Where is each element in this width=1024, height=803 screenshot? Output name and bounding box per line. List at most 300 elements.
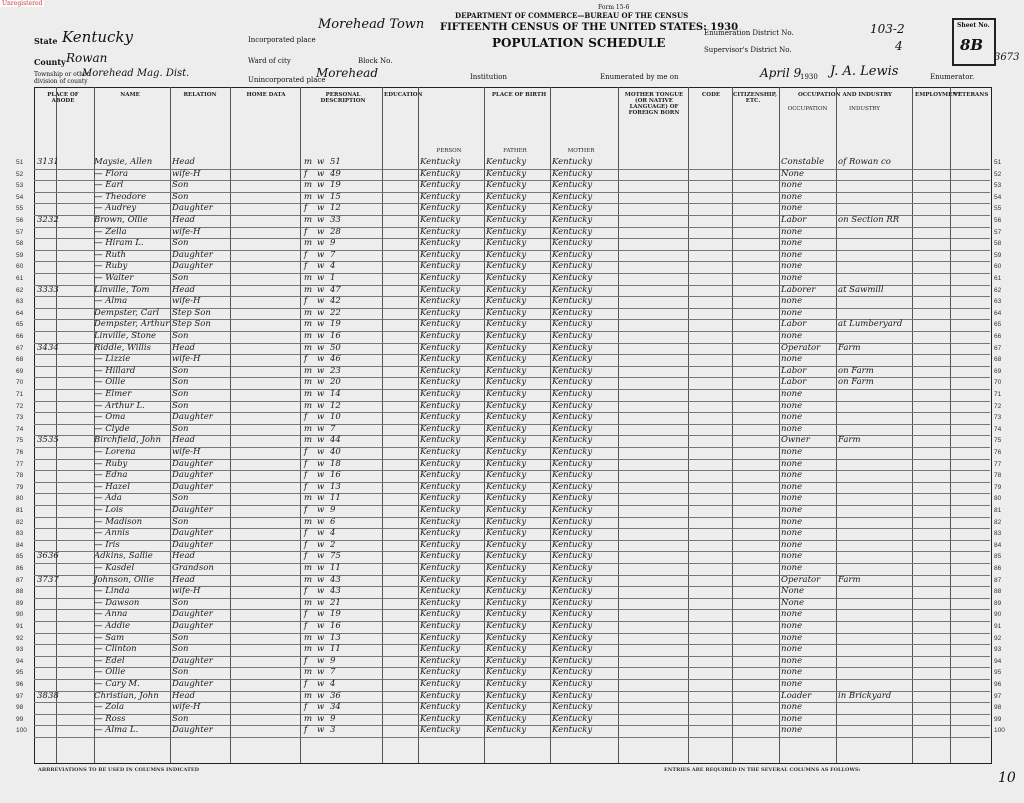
cell-rel: Son xyxy=(172,597,189,608)
cell-race: w xyxy=(317,667,325,678)
cell-birth: Kentucky xyxy=(420,435,461,446)
cell-ind xyxy=(838,679,908,691)
col-mother-tongue: MOTHER TONGUE (OR NATIVE LANGUAGE) OF FOREIGN BORN xyxy=(624,92,684,116)
cell-occ: none xyxy=(781,551,803,562)
cell-fam: 37 xyxy=(48,574,59,585)
line-number-right: 53 xyxy=(994,182,1002,190)
cell-birth: Kentucky xyxy=(420,725,461,736)
cell-rel: Son xyxy=(172,191,189,202)
cell-ind xyxy=(838,609,908,621)
line-number: 96 xyxy=(16,681,24,688)
line-number-right: 81 xyxy=(994,507,1002,514)
cell-rel: Daughter xyxy=(172,261,213,272)
cell-sex: f xyxy=(304,470,308,481)
cell-father: Kentucky xyxy=(486,713,527,724)
cell-ind xyxy=(838,331,908,343)
line-number: 67 xyxy=(16,344,24,352)
cell-fam xyxy=(48,621,60,633)
cell-birth: Kentucky xyxy=(420,586,461,597)
cell-age: 4 xyxy=(330,679,336,689)
cell-ind: Farm xyxy=(838,342,861,353)
cell-occ: none xyxy=(781,273,803,283)
line-number-right: 56 xyxy=(994,217,1002,224)
cell-father: Kentucky xyxy=(486,273,527,283)
cell-age: 7 xyxy=(330,249,336,260)
line-number: 92 xyxy=(16,634,24,642)
cell-father: Kentucky xyxy=(486,342,527,353)
cell-fam xyxy=(48,540,60,552)
cell-ind xyxy=(838,714,908,726)
cell-birth: Kentucky xyxy=(420,307,461,318)
cell-fam xyxy=(48,308,60,320)
cell-race: w xyxy=(317,516,325,527)
cell-race: w xyxy=(317,203,325,214)
cell-occ: none xyxy=(781,481,803,492)
cell-occ: none xyxy=(781,563,803,573)
cell-race: w xyxy=(317,447,325,457)
cell-occ: Laborer xyxy=(781,284,816,295)
cell-mother: Kentucky xyxy=(552,563,593,573)
line-number-right: 83 xyxy=(994,530,1002,538)
cell-race: w xyxy=(317,609,325,620)
cell-birth: Kentucky xyxy=(420,365,461,376)
cell-rel: Son xyxy=(172,423,189,434)
cell-occ: Loader xyxy=(781,690,812,701)
cell-father: Kentucky xyxy=(486,667,527,678)
cell-ind xyxy=(838,667,908,679)
cell-sex: m xyxy=(304,191,313,202)
cell-ind: on Farm xyxy=(838,365,874,376)
cell-occ: none xyxy=(781,412,803,423)
cell-fam xyxy=(48,586,60,598)
cell-ind xyxy=(838,633,908,645)
cell-name: — Addie xyxy=(94,621,130,631)
cell-sex: m xyxy=(304,377,313,388)
cell-rel: Grandson xyxy=(172,563,214,573)
col-code: CODE xyxy=(701,92,721,98)
cell-fam xyxy=(48,702,60,714)
cell-mother: Kentucky xyxy=(552,586,593,597)
cell-birth: Kentucky xyxy=(420,702,461,713)
cell-father: Kentucky xyxy=(486,249,527,260)
census-title: FIFTEENTH CENSUS OF THE UNITED STATES: 1930 xyxy=(440,22,739,33)
cell-ind xyxy=(838,586,908,598)
cell-age: 12 xyxy=(330,203,341,214)
cell-ind xyxy=(838,389,908,401)
sheet-value: 8B xyxy=(960,36,984,54)
cell-ind: at Sawmill xyxy=(838,284,884,295)
cell-father: Kentucky xyxy=(486,702,527,713)
cell-race: w xyxy=(317,400,325,411)
cell-father: Kentucky xyxy=(486,632,527,643)
cell-age: 23 xyxy=(330,365,341,376)
cell-sex: m xyxy=(304,563,313,573)
col-relation: RELATION xyxy=(183,92,217,98)
line-number-right: 65 xyxy=(994,321,1002,329)
line-number-right: 66 xyxy=(994,333,1002,340)
line-number: 100 xyxy=(16,727,27,735)
cell-age: 42 xyxy=(330,296,341,307)
cell-age: 33 xyxy=(330,215,341,225)
cell-occ: Operator xyxy=(781,574,821,585)
cell-fam xyxy=(48,169,60,181)
line-number-right: 64 xyxy=(994,309,1002,317)
cell-rel: Head xyxy=(172,342,195,353)
cell-sex: m xyxy=(304,331,313,341)
cell-father: Kentucky xyxy=(486,296,527,307)
cell-father: Kentucky xyxy=(486,679,527,689)
cell-ind: on Section RR xyxy=(838,215,900,225)
cell-birth: Kentucky xyxy=(420,447,461,457)
line-number-right: 67 xyxy=(994,344,1002,352)
cell-birth: Kentucky xyxy=(420,203,461,214)
cell-race: w xyxy=(317,586,325,597)
line-number-right: 98 xyxy=(994,704,1002,712)
cell-occ: none xyxy=(781,644,803,655)
line-number: 93 xyxy=(16,646,24,654)
cell-age: 6 xyxy=(330,516,336,527)
line-number: 74 xyxy=(16,425,24,433)
cell-race: w xyxy=(317,493,325,504)
cell-age: 3 xyxy=(330,725,336,736)
cell-birth: Kentucky xyxy=(420,157,461,167)
cell-race: w xyxy=(317,528,325,539)
cell-name: — Ruby xyxy=(94,261,128,272)
cell-mother: Kentucky xyxy=(552,632,593,643)
cell-age: 46 xyxy=(330,354,341,365)
cell-race: w xyxy=(317,563,325,573)
cell-sex: m xyxy=(304,516,313,527)
cell-name: — Lois xyxy=(94,505,124,515)
cell-ind xyxy=(838,459,908,471)
cell-name: — Ada xyxy=(94,493,122,504)
cell-birth: Kentucky xyxy=(420,481,461,492)
cell-sex: m xyxy=(304,273,313,283)
line-number-right: 68 xyxy=(994,356,1002,364)
cell-ind xyxy=(838,401,908,413)
cell-father: Kentucky xyxy=(486,331,527,341)
sup-label: Supervisor's District No. xyxy=(704,46,792,54)
cell-occ: Labor xyxy=(781,319,807,330)
line-number-right: 94 xyxy=(994,657,1002,665)
cell-fam xyxy=(48,517,60,529)
cell-name: — Hiram L. xyxy=(94,238,144,249)
cell-race: w xyxy=(317,481,325,492)
cell-sex: m xyxy=(304,644,313,655)
cell-mother: Kentucky xyxy=(552,203,593,214)
cell-ind xyxy=(838,656,908,668)
cell-sex: m xyxy=(304,493,313,504)
cell-rel: Son xyxy=(172,493,189,504)
cell-age: 9 xyxy=(330,505,336,515)
cell-age: 13 xyxy=(330,481,341,492)
cell-mother: Kentucky xyxy=(552,365,593,376)
line-number-right: 60 xyxy=(994,263,1002,271)
line-number-right: 63 xyxy=(994,298,1002,306)
cell-ind xyxy=(838,192,908,204)
cell-occ: none xyxy=(781,354,803,365)
cell-occ: none xyxy=(781,667,803,678)
unincorporated-label: Unincorporated place xyxy=(248,76,326,84)
ed-value: 103-2 xyxy=(870,22,905,36)
line-number: 68 xyxy=(16,356,24,364)
cell-race: w xyxy=(317,319,325,330)
cell-age: 1 xyxy=(330,273,336,283)
cell-rel: Son xyxy=(172,389,189,399)
line-number-right: 62 xyxy=(994,286,1002,294)
cell-ind: Farm xyxy=(838,435,861,446)
cell-sex: m xyxy=(304,400,313,411)
cell-occ: Labor xyxy=(781,215,807,225)
cell-rel: Son xyxy=(172,400,189,411)
line-number-right: 75 xyxy=(994,437,1002,445)
line-number: 73 xyxy=(16,414,24,422)
line-number-right: 72 xyxy=(994,402,1002,410)
cell-name: — Hillard xyxy=(94,365,136,376)
cell-rel: wife-H xyxy=(172,168,201,179)
cell-fam xyxy=(48,273,60,285)
cell-sex: m xyxy=(304,389,313,399)
line-number: 90 xyxy=(16,611,24,619)
cell-fam xyxy=(48,609,60,621)
cell-mother: Kentucky xyxy=(552,238,593,249)
cell-name: Birchfield, John xyxy=(94,435,161,446)
cell-occ: Labor xyxy=(781,377,807,388)
line-number-right: 86 xyxy=(994,565,1002,572)
footer-entries: ENTRIES ARE REQUIRED IN THE SEVERAL COLUMNS AS FOLLOWS: xyxy=(664,767,861,773)
col-personal: PERSONAL DESCRIPTION xyxy=(320,92,366,104)
cell-mother: Kentucky xyxy=(552,713,593,724)
cell-father: Kentucky xyxy=(486,238,527,249)
cell-race: w xyxy=(317,690,325,701)
cell-fam: 36 xyxy=(48,551,59,562)
cell-name: — Zola xyxy=(94,702,125,713)
cell-name: — Ollie xyxy=(94,667,126,678)
cell-mother: Kentucky xyxy=(552,273,593,283)
cell-sex: m xyxy=(304,284,313,295)
cell-occ: none xyxy=(781,632,803,643)
col-employment: EMPLOYMENT xyxy=(915,92,962,98)
cell-sex: f xyxy=(304,354,308,365)
cell-occ: none xyxy=(781,713,803,724)
ed-label: Enumeration District No. xyxy=(704,29,794,37)
cell-father: Kentucky xyxy=(486,458,527,469)
cell-age: 28 xyxy=(330,226,341,237)
line-number-right: 57 xyxy=(994,228,1002,236)
cell-mother: Kentucky xyxy=(552,180,593,191)
cell-race: w xyxy=(317,621,325,631)
cell-dw: 33 xyxy=(37,284,48,295)
cell-father: Kentucky xyxy=(486,284,527,295)
cell-age: 51 xyxy=(330,157,341,167)
year-value: 1930 xyxy=(800,73,818,81)
cell-sex: m xyxy=(304,180,313,191)
cell-sex: f xyxy=(304,505,308,515)
cell-name: — Kasdel xyxy=(94,563,135,573)
cell-race: w xyxy=(317,655,325,666)
cell-birth: Kentucky xyxy=(420,597,461,608)
cell-occ: none xyxy=(781,249,803,260)
cell-father: Kentucky xyxy=(486,563,527,573)
cell-rel: Son xyxy=(172,713,189,724)
line-number: 82 xyxy=(16,518,24,526)
line-number: 81 xyxy=(16,507,24,514)
line-number: 55 xyxy=(16,205,24,213)
cell-rel: Daughter xyxy=(172,203,213,214)
cell-fam: 31 xyxy=(48,157,59,167)
cell-sex: m xyxy=(304,574,313,585)
cell-father: Kentucky xyxy=(486,528,527,539)
cell-father: Kentucky xyxy=(486,400,527,411)
county-label: County xyxy=(34,57,66,67)
cell-sex: f xyxy=(304,249,308,260)
line-number-right: 95 xyxy=(994,669,1002,677)
cell-father: Kentucky xyxy=(486,539,527,550)
cell-name: — Annis xyxy=(94,528,130,539)
cell-sex: f xyxy=(304,539,308,550)
cell-ind: at Lumberyard xyxy=(838,319,903,330)
cell-birth: Kentucky xyxy=(420,470,461,481)
cell-sex: f xyxy=(304,528,308,539)
cell-rel: Head xyxy=(172,435,195,446)
cell-age: 43 xyxy=(330,574,341,585)
cell-name: — Walter xyxy=(94,273,134,283)
cell-birth: Kentucky xyxy=(420,284,461,295)
cell-dw: 38 xyxy=(37,690,48,701)
cell-age: 16 xyxy=(330,331,341,341)
line-number: 59 xyxy=(16,251,24,259)
col-occupation-industry: OCCUPATION AND INDUSTRY xyxy=(798,92,892,98)
cell-ind xyxy=(838,203,908,215)
cell-name: — Lizzie xyxy=(94,354,131,365)
cell-age: 11 xyxy=(330,644,341,655)
cell-father: Kentucky xyxy=(486,307,527,318)
cell-ind xyxy=(838,238,908,250)
cell-occ: none xyxy=(781,296,803,307)
cell-ind xyxy=(838,273,908,285)
township-value: Morehead Mag. Dist. xyxy=(82,68,190,79)
line-number-right: 79 xyxy=(994,483,1002,491)
cell-name: — Linda xyxy=(94,586,130,597)
cell-birth: Kentucky xyxy=(420,621,461,631)
line-number-right: 99 xyxy=(994,715,1002,723)
cell-father: Kentucky xyxy=(486,226,527,237)
cell-age: 15 xyxy=(330,191,341,202)
cell-rel: wife-H xyxy=(172,447,201,457)
cell-birth: Kentucky xyxy=(420,458,461,469)
cell-birth: Kentucky xyxy=(420,539,461,550)
cell-birth: Kentucky xyxy=(420,342,461,353)
cell-rel: Head xyxy=(172,284,195,295)
cell-mother: Kentucky xyxy=(552,644,593,655)
cell-father: Kentucky xyxy=(486,435,527,446)
line-number: 99 xyxy=(16,715,24,723)
township-label: Township or other division of county xyxy=(34,71,90,85)
cell-rel: wife-H xyxy=(172,586,201,597)
cell-name: — Cary M. xyxy=(94,679,140,689)
cell-occ: None xyxy=(781,586,805,597)
cell-name: — Edna xyxy=(94,470,128,481)
cell-race: w xyxy=(317,644,325,655)
cell-sex: m xyxy=(304,215,313,225)
cell-father: Kentucky xyxy=(486,644,527,655)
cell-mother: Kentucky xyxy=(552,423,593,434)
cell-fam xyxy=(48,296,60,308)
cell-father: Kentucky xyxy=(486,609,527,620)
cell-race: w xyxy=(317,713,325,724)
cell-mother: Kentucky xyxy=(552,215,593,225)
state-value: Kentucky xyxy=(62,28,133,46)
cell-fam xyxy=(48,598,60,610)
cell-fam: 32 xyxy=(48,215,59,225)
cell-rel: wife-H xyxy=(172,702,201,713)
line-number: 70 xyxy=(16,379,24,387)
line-number-right: 87 xyxy=(994,576,1002,584)
line-number-right: 90 xyxy=(994,611,1002,619)
cell-birth: Kentucky xyxy=(420,644,461,655)
cell-ind xyxy=(838,447,908,459)
cell-sex: f xyxy=(304,679,308,689)
line-number: 54 xyxy=(16,193,24,201)
cell-father: Kentucky xyxy=(486,481,527,492)
cell-race: w xyxy=(317,702,325,713)
cell-dw: 32 xyxy=(37,215,48,225)
cell-sex: m xyxy=(304,238,313,249)
line-number: 79 xyxy=(16,483,24,491)
enumerated-label: Enumerated by me on xyxy=(600,73,679,81)
cell-name: — Alma xyxy=(94,296,128,307)
cell-father: Kentucky xyxy=(486,551,527,562)
state-label: State xyxy=(34,36,58,46)
cell-fam xyxy=(48,331,60,343)
col-home-data: HOME DATA xyxy=(246,92,286,98)
cell-sex: m xyxy=(304,423,313,434)
cell-occ: none xyxy=(781,725,803,736)
cell-name: Dempster, Arthur xyxy=(94,319,170,330)
cell-ind: in Brickyard xyxy=(838,690,892,701)
cell-name: — Ruth xyxy=(94,249,126,260)
cell-occ: none xyxy=(781,203,803,214)
cell-rel: Son xyxy=(172,365,189,376)
institution-label: Institution xyxy=(470,73,508,81)
cell-occ: none xyxy=(781,226,803,237)
cell-rel: Son xyxy=(172,273,189,283)
cell-name: — Audrey xyxy=(94,203,137,214)
cell-occ: none xyxy=(781,261,803,272)
cell-ind xyxy=(838,250,908,262)
cell-age: 19 xyxy=(330,609,341,620)
cell-race: w xyxy=(317,296,325,307)
cell-race: w xyxy=(317,377,325,388)
cell-age: 22 xyxy=(330,307,341,318)
cell-mother: Kentucky xyxy=(552,284,593,295)
cell-occ: none xyxy=(781,621,803,631)
cell-father: Kentucky xyxy=(486,447,527,457)
cell-fam: 34 xyxy=(48,342,59,353)
cell-fam xyxy=(48,424,60,436)
cell-father: Kentucky xyxy=(486,470,527,481)
cell-race: w xyxy=(317,307,325,318)
line-number-right: 69 xyxy=(994,367,1002,375)
side-number: 10 xyxy=(998,770,1016,786)
cell-name: — Madison xyxy=(94,516,143,527)
cell-rel: Step Son xyxy=(172,307,211,318)
cell-fam xyxy=(48,679,60,691)
cell-race: w xyxy=(317,539,325,550)
cell-sex: m xyxy=(304,435,313,446)
cell-ind xyxy=(838,354,908,366)
cell-birth: Kentucky xyxy=(420,528,461,539)
